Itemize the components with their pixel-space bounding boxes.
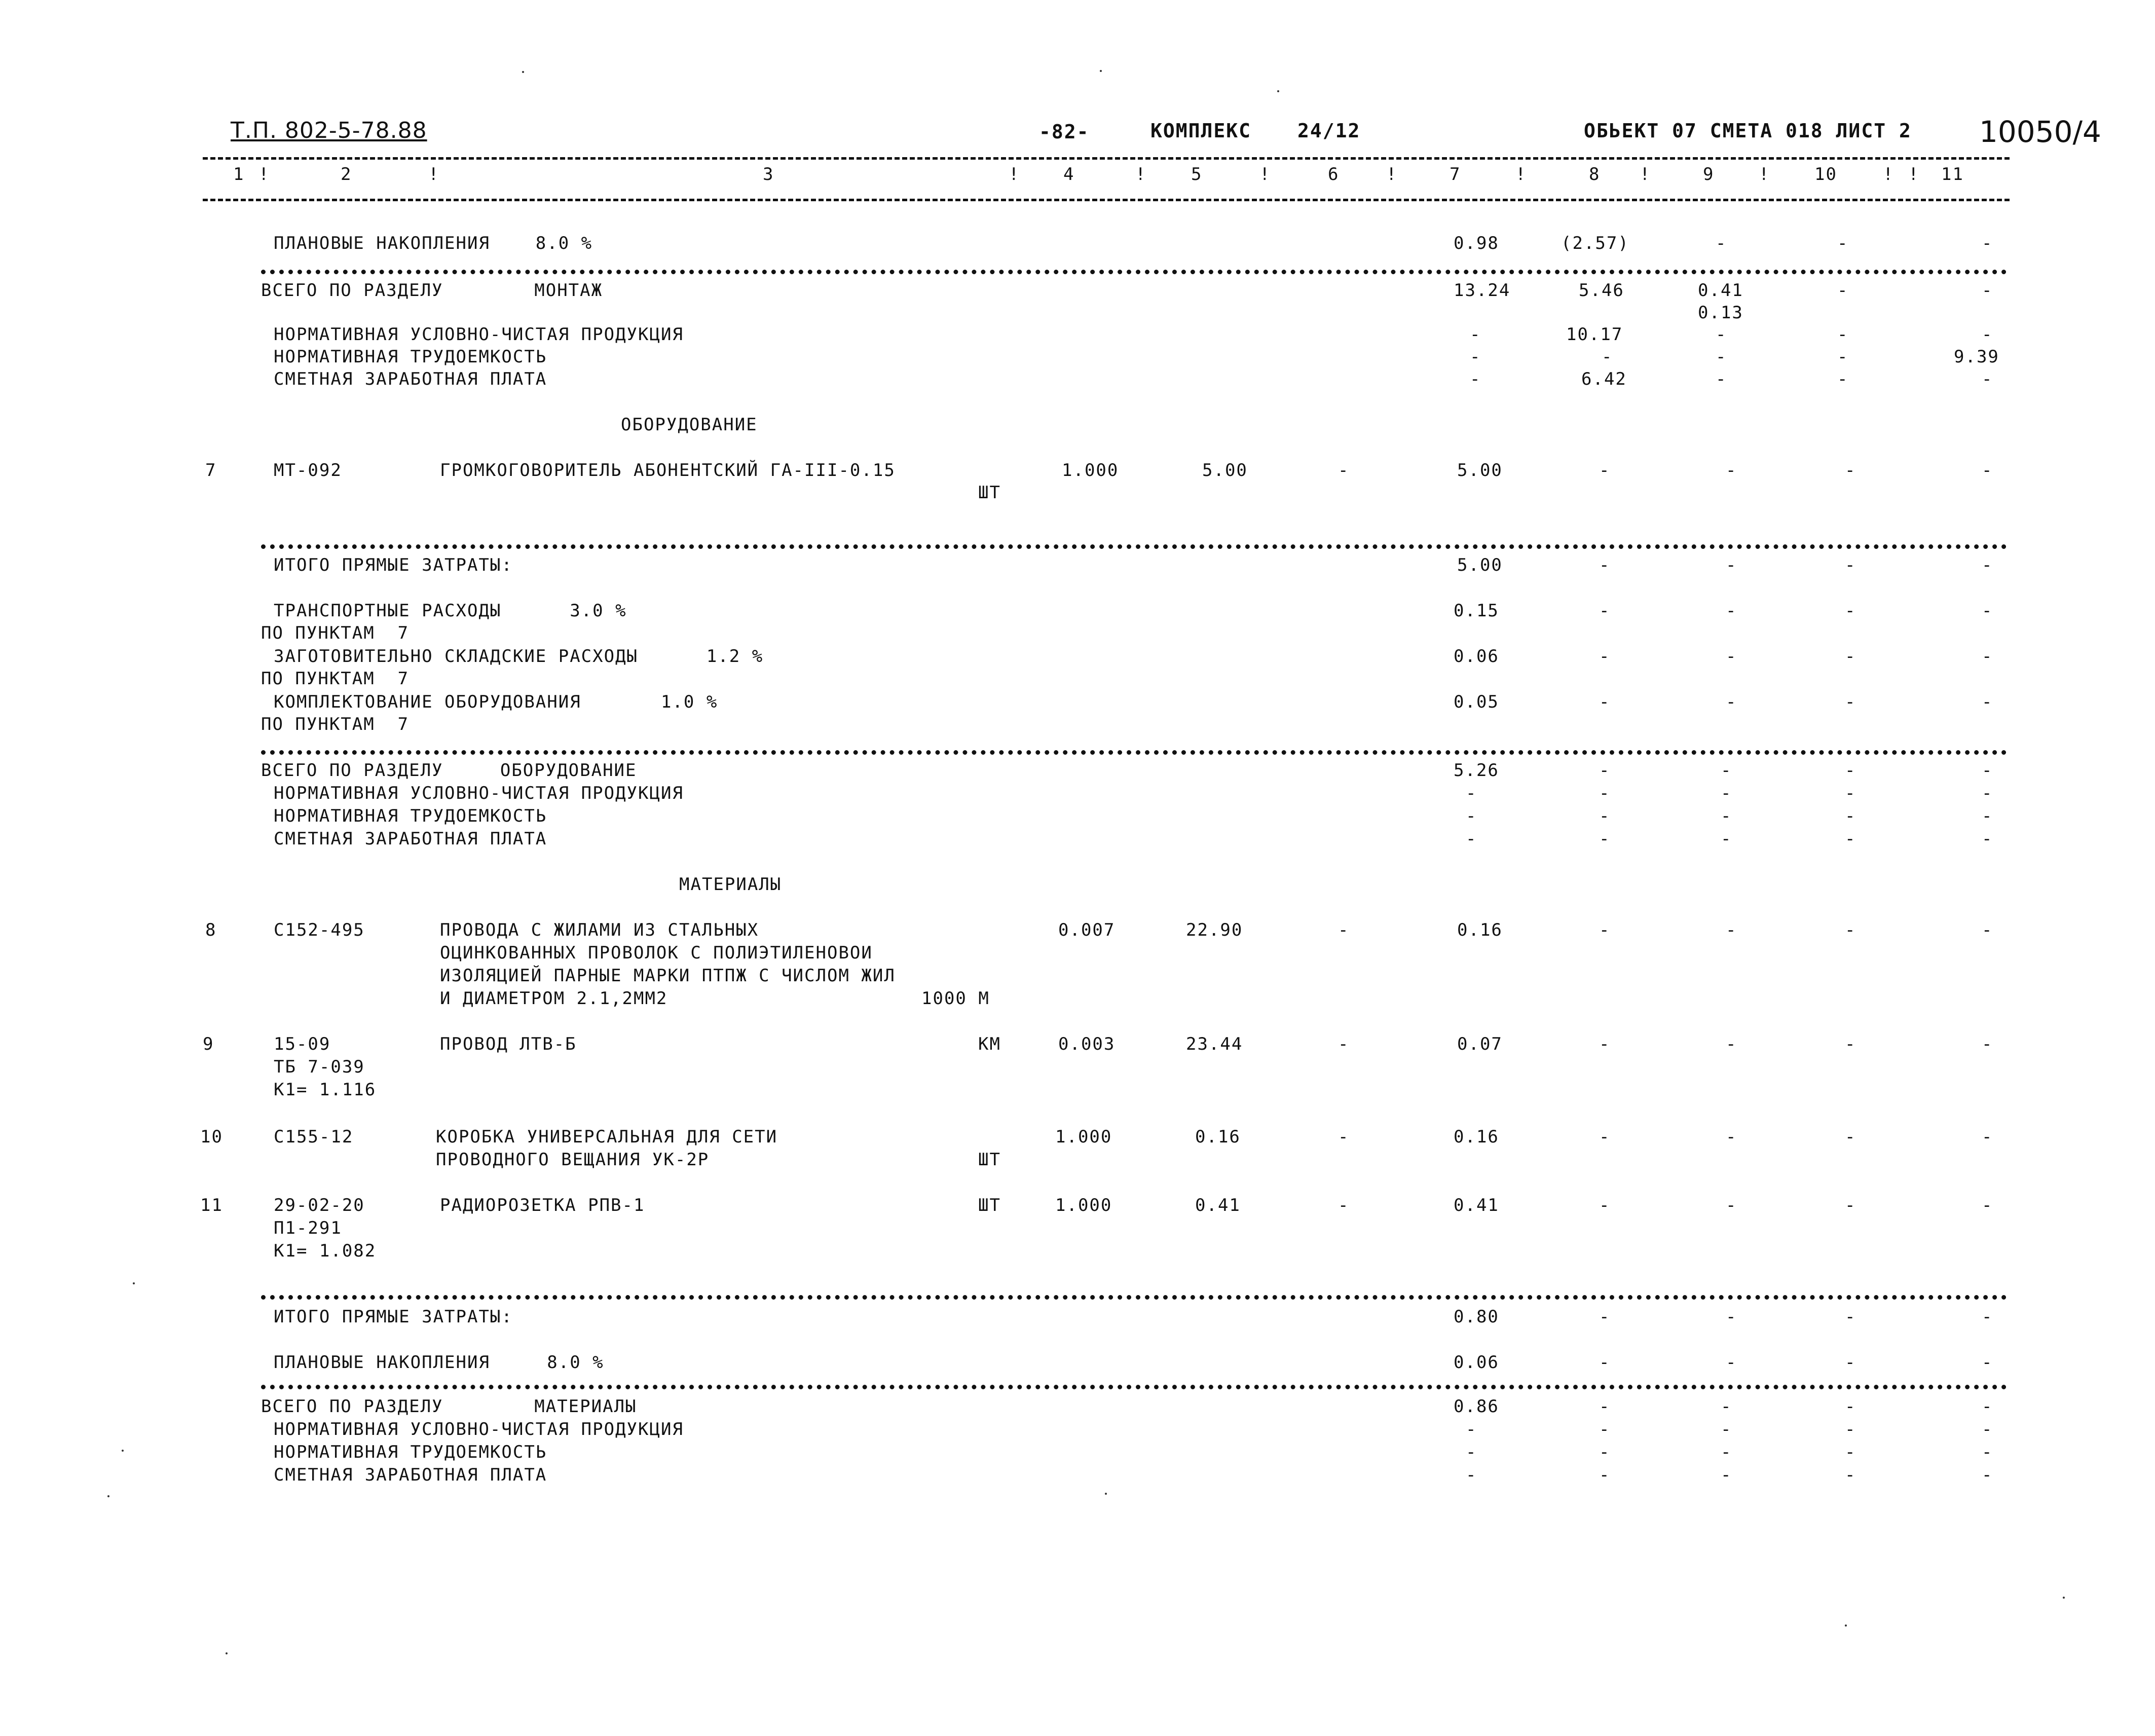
cell-col10: - [1845, 692, 1856, 712]
cell-col11: - [1982, 1034, 1993, 1054]
cell-col10: - [1837, 233, 1849, 253]
cell-col10: - [1845, 1195, 1856, 1215]
item-code-line: К1= 1.116 [274, 1080, 377, 1100]
cell-col8: - [1599, 555, 1611, 575]
cell-col7: 0.86 [1454, 1396, 1499, 1417]
cell-col11: - [1982, 601, 1993, 621]
cell-col10: - [1837, 369, 1849, 389]
row-label: ВСЕГО ПО РАЗДЕЛУ ОБОРУДОВАНИЕ [261, 760, 637, 781]
cell-col9: - [1726, 1352, 1737, 1373]
cell-col11: 9.39 [1954, 347, 1999, 367]
cell-col9: - [1721, 829, 1732, 849]
cell-col11: - [1982, 646, 1993, 667]
cell-col9: - [1721, 783, 1732, 803]
dotted-separator [261, 1385, 2007, 1389]
cell-col7: 13.24 [1454, 280, 1511, 301]
cell-col8: 6.42 [1581, 369, 1627, 389]
cell-col10: - [1845, 829, 1856, 849]
item-code: С152-495 [274, 920, 365, 940]
cell-col11: - [1982, 369, 1993, 389]
cell-col8: - [1599, 1195, 1611, 1215]
cell-col11: - [1982, 829, 1993, 849]
row-label: ПЛАНОВЫЕ НАКОПЛЕНИЯ 8.0 % [274, 233, 593, 253]
col-separators: ! [258, 164, 270, 184]
scan-speck [226, 1652, 228, 1654]
cell-col9: - [1726, 692, 1737, 712]
cell-col7: 5.26 [1454, 760, 1499, 781]
page-number: -82- [1039, 121, 1090, 143]
cell-col7: 0.41 [1454, 1195, 1499, 1215]
cell-col10: - [1845, 920, 1856, 940]
col-separator: ! [1386, 164, 1398, 184]
col-separator: ! [1883, 164, 1894, 184]
col-separator: ! [1135, 164, 1147, 184]
cell-col8: - [1599, 1442, 1611, 1462]
cell-col8: - [1599, 1396, 1611, 1417]
cell-col9: - [1721, 1419, 1732, 1439]
section-title-equipment: ОБОРУДОВАНИЕ [621, 415, 758, 435]
item-name-line: ОЦИНКОВАННЫХ ПРОВОЛОК С ПОЛИЭТИЛЕНОВОИ [440, 943, 873, 963]
row-label: НОРМАТИВНАЯ УСЛОВНО-ЧИСТАЯ ПРОДУКЦИЯ [274, 1419, 684, 1439]
cell-col4: 0.003 [1058, 1034, 1116, 1054]
cell-col9: - [1726, 1127, 1737, 1147]
item-number: 10 [200, 1127, 223, 1147]
row-sublabel: ПО ПУНКТАМ 7 [261, 623, 410, 643]
col-10-header: 10 [1814, 164, 1837, 184]
scan-speck [107, 1495, 109, 1497]
cell-col10: - [1837, 280, 1849, 301]
row-label: КОМПЛЕКТОВАНИЕ ОБОРУДОВАНИЯ 1.0 % [274, 692, 718, 712]
scan-speck [122, 1450, 124, 1452]
col-11-header: 11 [1941, 164, 1964, 184]
cell-col8: - [1599, 806, 1611, 826]
col-7-header: 7 [1450, 164, 1461, 184]
cell-col7: 0.15 [1454, 601, 1499, 621]
item-code-line: 15-09 [274, 1034, 331, 1054]
cell-col11: - [1982, 555, 1993, 575]
sheet-number: 10050/4 [1979, 115, 2101, 149]
cell-col10: - [1837, 347, 1849, 367]
cell-col11: - [1982, 1127, 1993, 1147]
item-unit: ШТ [978, 483, 1001, 503]
cell-col9: - [1716, 233, 1727, 253]
scan-speck [2063, 1597, 2065, 1599]
dotted-separator [261, 750, 2007, 755]
cell-col8: - [1599, 646, 1611, 667]
col-9-header: 9 [1703, 164, 1715, 184]
scan-speck [1100, 70, 1102, 72]
item-unit: КМ [978, 1034, 1001, 1054]
cell-col7: - [1470, 369, 1481, 389]
cell-col8: - [1599, 1307, 1611, 1327]
cell-col9: - [1716, 324, 1727, 345]
scan-speck [133, 1282, 135, 1284]
row-label: НОРМАТИВНАЯ ТРУДОЕМКОСТЬ [274, 806, 547, 826]
col-4-header: 4 [1063, 164, 1075, 184]
cell-col7: 0.07 [1457, 1034, 1503, 1054]
cell-col5: 5.00 [1202, 460, 1248, 481]
cell-col9: - [1721, 1442, 1732, 1462]
dotted-separator [261, 544, 2007, 549]
cell-col9: - [1726, 555, 1737, 575]
cell-col7: 0.98 [1454, 233, 1499, 253]
cell-col11: - [1982, 1465, 1993, 1485]
cell-col5: 23.44 [1186, 1034, 1243, 1054]
cell-col8: - [1599, 1034, 1611, 1054]
cell-col7: 5.00 [1457, 460, 1503, 481]
item-name-line: ПРОВОДА С ЖИЛАМИ ИЗ СТАЛЬНЫХ [440, 920, 759, 940]
cell-col9: - [1721, 1465, 1732, 1485]
cell-col8: - [1599, 1352, 1611, 1373]
cell-col11: - [1982, 280, 1993, 301]
cell-col7: - [1470, 324, 1481, 345]
item-name-line: ИЗОЛЯЦИЕЙ ПАРНЫЕ МАРКИ ПТПЖ С ЧИСЛОМ ЖИЛ [440, 966, 896, 986]
cell-col8: - [1599, 460, 1611, 481]
cell-col10: - [1845, 555, 1856, 575]
cell-col10: - [1837, 324, 1849, 345]
col-separator: ! [428, 164, 440, 184]
object-info: ОБЬЕКТ 07 СМЕТА 018 ЛИСТ 2 [1584, 120, 1912, 142]
cell-col9: - [1721, 1396, 1732, 1417]
cell-col11: - [1982, 1195, 1993, 1215]
item-unit: 1000 М [921, 988, 990, 1009]
cell-col9: - [1716, 347, 1727, 367]
cell-col8: 10.17 [1566, 324, 1623, 345]
cell-col8: - [1599, 1465, 1611, 1485]
col-separator: ! [1640, 164, 1651, 184]
row-label: НОРМАТИВНАЯ УСЛОВНО-ЧИСТАЯ ПРОДУКЦИЯ [274, 324, 684, 345]
col-separator: ! [1009, 164, 1020, 184]
cell-col9: - [1721, 806, 1732, 826]
cell-col6: - [1338, 1195, 1350, 1215]
col-6-header: 6 [1328, 164, 1340, 184]
col-3-header: 3 [763, 164, 774, 184]
cell-col10: - [1845, 760, 1856, 781]
cell-col10: - [1845, 1465, 1856, 1485]
cell-col4: 0.007 [1058, 920, 1116, 940]
dotted-separator [261, 270, 2007, 274]
cell-col8: - [1599, 783, 1611, 803]
cell-col4: 1.000 [1062, 460, 1119, 481]
cell-col10: - [1845, 1127, 1856, 1147]
cell-col10: - [1845, 1442, 1856, 1462]
row-label: НОРМАТИВНАЯ УСЛОВНО-ЧИСТАЯ ПРОДУКЦИЯ [274, 783, 684, 803]
row-label: НОРМАТИВНАЯ ТРУДОЕМКОСТЬ [274, 1442, 547, 1462]
item-code-line: 29-02-20 [274, 1195, 365, 1215]
cell-col10: - [1845, 1352, 1856, 1373]
cell-col10: - [1845, 460, 1856, 481]
cell-col7: - [1466, 783, 1477, 803]
row-label: ИТОГО ПРЯМЫЕ ЗАТРАТЫ: [274, 555, 513, 575]
dotted-separator [261, 1295, 2007, 1300]
cell-col8: - [1599, 1127, 1611, 1147]
cell-col7: 0.06 [1454, 646, 1499, 667]
row-label: ИТОГО ПРЯМЫЕ ЗАТРАТЫ: [274, 1307, 513, 1327]
cell-col9: - [1726, 1195, 1737, 1215]
cell-col8: - [1599, 1419, 1611, 1439]
row-label: СМЕТНАЯ ЗАРАБОТНАЯ ПЛАТА [274, 1465, 547, 1485]
cell-col8: (2.57) [1561, 233, 1629, 253]
row-label: СМЕТНАЯ ЗАРАБОТНАЯ ПЛАТА [274, 829, 547, 849]
row-label: ПЛАНОВЫЕ НАКОПЛЕНИЯ 8.0 % [274, 1352, 604, 1373]
item-unit: ШТ [978, 1195, 1001, 1215]
cell-col7: 0.16 [1457, 920, 1503, 940]
section-title-materials: МАТЕРИАЛЫ [679, 874, 782, 895]
complex-label: КОМПЛЕКС [1150, 120, 1252, 142]
header-rule-top [203, 157, 2010, 160]
item-name-line: ПРОВОДНОГО ВЕЩАНИЯ УК-2Р [436, 1150, 710, 1170]
cell-col11: - [1982, 460, 1993, 481]
header-rule-bottom [203, 199, 2010, 201]
cell-col11: - [1982, 920, 1993, 940]
scan-speck [522, 71, 524, 73]
item-code-line: П1-291 [274, 1218, 342, 1238]
cell-col8: - [1599, 920, 1611, 940]
item-name: ПРОВОД ЛТВ-Б [440, 1034, 577, 1054]
cell-col4: 1.000 [1055, 1127, 1112, 1147]
item-number: 9 [203, 1034, 214, 1054]
cell-col4: 1.000 [1055, 1195, 1112, 1215]
complex-value: 24/12 [1297, 120, 1361, 142]
row-sublabel: ПО ПУНКТАМ 7 [261, 669, 410, 689]
row-label: ТРАНСПОРТНЫЕ РАСХОДЫ 3.0 % [274, 601, 627, 621]
col-separator: ! [1515, 164, 1527, 184]
row-label: ВСЕГО ПО РАЗДЕЛУ МОНТАЖ [261, 280, 603, 301]
row-label: ВСЕГО ПО РАЗДЕЛУ МАТЕРИАЛЫ [261, 1396, 637, 1417]
cell-col11: - [1982, 1442, 1993, 1462]
cell-col11: - [1982, 1419, 1993, 1439]
col-5-header: 5 [1191, 164, 1203, 184]
cell-col7: 0.06 [1454, 1352, 1499, 1373]
row-label: НОРМАТИВНАЯ ТРУДОЕМКОСТЬ [274, 347, 547, 367]
item-number: 11 [200, 1195, 223, 1215]
cell-col6: - [1338, 1034, 1350, 1054]
cell-col10: - [1845, 1307, 1856, 1327]
cell-col10: - [1845, 601, 1856, 621]
row-label: СМЕТНАЯ ЗАРАБОТНАЯ ПЛАТА [274, 369, 547, 389]
scan-speck [1277, 90, 1279, 92]
cell-col9: - [1726, 920, 1737, 940]
cell-col6: - [1338, 1127, 1350, 1147]
item-name-line: И ДИАМЕТРОМ 2.1,2ММ2 [440, 988, 668, 1009]
cell-col11: - [1982, 806, 1993, 826]
doc-code: Т.П. 802-5-78.88 [231, 118, 427, 143]
item-unit: ШТ [978, 1150, 1001, 1170]
cell-col10: - [1845, 646, 1856, 667]
col-2-header: 2 [341, 164, 352, 184]
cell-col8: 5.46 [1579, 280, 1624, 301]
cell-col10: - [1845, 806, 1856, 826]
cell-col11: - [1982, 692, 1993, 712]
cell-col9: - [1716, 369, 1727, 389]
cell-col10: - [1845, 1034, 1856, 1054]
scan-speck [1105, 1493, 1107, 1495]
col-separator: ! [1259, 164, 1271, 184]
cell-col9: - [1726, 460, 1737, 481]
cell-col10: - [1845, 1419, 1856, 1439]
cell-col7: - [1470, 347, 1481, 367]
cell-col6: - [1338, 460, 1350, 481]
cell-col9-second: 0.13 [1698, 303, 1743, 323]
row-label: ЗАГОТОВИТЕЛЬНО СКЛАДСКИЕ РАСХОДЫ 1.2 % [274, 646, 764, 667]
cell-col5: 22.90 [1186, 920, 1243, 940]
cell-col9: - [1726, 646, 1737, 667]
cell-col9: - [1726, 1034, 1737, 1054]
cell-col7: - [1466, 829, 1477, 849]
cell-col7: 0.16 [1454, 1127, 1499, 1147]
item-name: ГРОМКОГОВОРИТЕЛЬ АБОНЕНТСКИЙ ГА-III-0.15 [440, 460, 896, 481]
cell-col5: 0.41 [1195, 1195, 1241, 1215]
cell-col11: - [1982, 233, 1993, 253]
item-number: 8 [205, 920, 217, 940]
cell-col11: - [1982, 760, 1993, 781]
item-code-line: К1= 1.082 [274, 1241, 377, 1261]
col-separator: ! [1908, 164, 1920, 184]
row-sublabel: ПО ПУНКТАМ 7 [261, 714, 410, 734]
cell-col7: - [1466, 806, 1477, 826]
item-name-line: КОРОБКА УНИВЕРСАЛЬНАЯ ДЛЯ СЕТИ [436, 1127, 778, 1147]
col-8-header: 8 [1589, 164, 1601, 184]
cell-col7: 5.00 [1457, 555, 1503, 575]
item-number: 7 [205, 460, 217, 481]
cell-col11: - [1982, 324, 1993, 345]
scan-speck [1845, 1624, 1847, 1627]
cell-col11: - [1982, 1396, 1993, 1417]
cell-col7: - [1466, 1442, 1477, 1462]
cell-col10: - [1845, 783, 1856, 803]
cell-col8: - [1599, 829, 1611, 849]
cell-col11: - [1982, 1307, 1993, 1327]
col-separator: ! [1759, 164, 1770, 184]
cell-col11: - [1982, 1352, 1993, 1373]
item-code-line: ТБ 7-039 [274, 1057, 365, 1077]
cell-col8: - [1599, 760, 1611, 781]
cell-col7: - [1466, 1419, 1477, 1439]
cell-col8: - [1599, 601, 1611, 621]
cell-col7: 0.05 [1454, 692, 1499, 712]
col-1-header: 1 [233, 164, 245, 184]
item-code: МТ-092 [274, 460, 342, 481]
cell-col5: 0.16 [1195, 1127, 1241, 1147]
cell-col9: 0.41 [1698, 280, 1743, 301]
cell-col9: - [1721, 760, 1732, 781]
cell-col6: - [1338, 920, 1350, 940]
item-name: РАДИОРОЗЕТКА РПВ-1 [440, 1195, 645, 1215]
cell-col7: 0.80 [1454, 1307, 1499, 1327]
cell-col8: - [1602, 347, 1613, 367]
cell-col7: - [1466, 1465, 1477, 1485]
cell-col9: - [1726, 1307, 1737, 1327]
item-code: С155-12 [274, 1127, 354, 1147]
cell-col11: - [1982, 783, 1993, 803]
cell-col9: - [1726, 601, 1737, 621]
cell-col8: - [1599, 692, 1611, 712]
cell-col10: - [1845, 1396, 1856, 1417]
